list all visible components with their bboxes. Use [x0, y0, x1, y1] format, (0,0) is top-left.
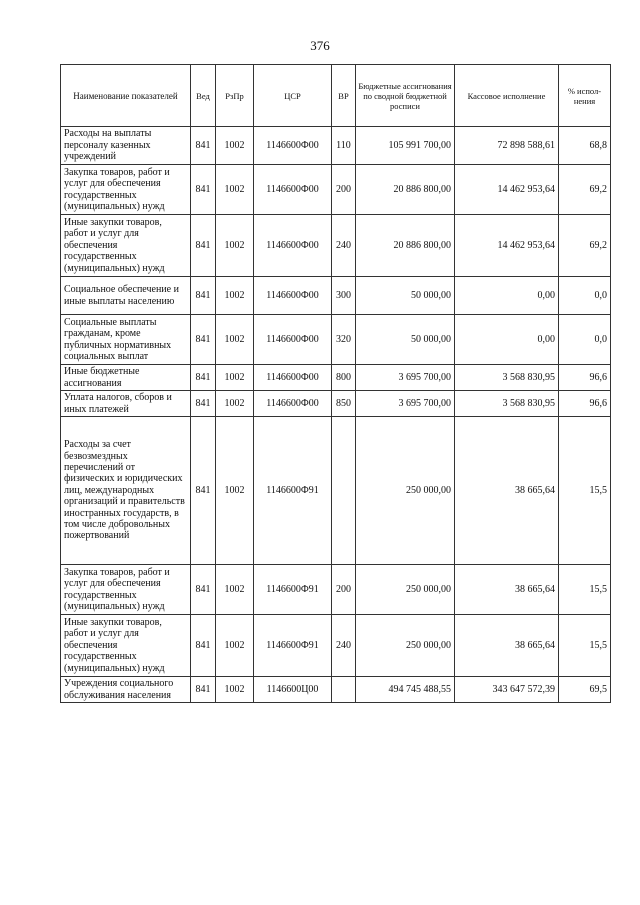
- header-vr: ВР: [332, 65, 356, 127]
- cell-vr: 320: [332, 315, 356, 365]
- table-row: [61, 677, 611, 703]
- header-ved: Вед: [191, 65, 216, 127]
- cell-plan: 20 886 800,00: [356, 215, 455, 277]
- cell-pct: 15,5: [559, 615, 611, 677]
- header-csr: ЦСР: [254, 65, 332, 127]
- cell-ved: 841: [191, 677, 216, 703]
- cell-plan: 50 000,00: [356, 315, 455, 365]
- cell-vr: [332, 417, 356, 565]
- cell-rzpr: 1002: [216, 391, 254, 417]
- table-row: [61, 127, 611, 165]
- cell-ved: 841: [191, 315, 216, 365]
- cell-plan: 105 991 700,00: [356, 127, 455, 165]
- cell-rzpr: 1002: [216, 565, 254, 615]
- cell-ved: 841: [191, 165, 216, 215]
- cell-plan: 494 745 488,55: [356, 677, 455, 703]
- cell-plan: 250 000,00: [356, 417, 455, 565]
- header-name: Наименование показателей: [61, 65, 191, 127]
- cell-csr: 1146600Ф00: [254, 215, 332, 277]
- cell-name: Иные закупки товаров, работ и услуг для обеспечения государственных (муниципальных) нужд: [61, 215, 191, 277]
- cell-pct: 69,2: [559, 165, 611, 215]
- cell-plan: 250 000,00: [356, 565, 455, 615]
- cell-rzpr: 1002: [216, 615, 254, 677]
- cell-ved: 841: [191, 127, 216, 165]
- cell-cash: 14 462 953,64: [455, 165, 559, 215]
- cell-rzpr: 1002: [216, 127, 254, 165]
- cell-ved: 841: [191, 417, 216, 565]
- cell-pct: 69,2: [559, 215, 611, 277]
- table-row: [61, 277, 611, 315]
- cell-rzpr: 1002: [216, 677, 254, 703]
- cell-plan: 250 000,00: [356, 615, 455, 677]
- table-row: [61, 365, 611, 391]
- cell-name: Социальное обеспечение и иные выплаты населению: [61, 277, 191, 315]
- cell-rzpr: 1002: [216, 215, 254, 277]
- cell-rzpr: 1002: [216, 417, 254, 565]
- cell-csr: 1146600Ф91: [254, 565, 332, 615]
- cell-name: Иные бюджетные ассигнования: [61, 365, 191, 391]
- table-row: [61, 215, 611, 277]
- cell-vr: 200: [332, 565, 356, 615]
- cell-rzpr: 1002: [216, 165, 254, 215]
- cell-ved: 841: [191, 565, 216, 615]
- cell-pct: 15,5: [559, 417, 611, 565]
- cell-cash: 343 647 572,39: [455, 677, 559, 703]
- table-row: [61, 417, 611, 565]
- cell-pct: 96,6: [559, 365, 611, 391]
- cell-pct: 69,5: [559, 677, 611, 703]
- cell-pct: 0,0: [559, 315, 611, 365]
- cell-pct: 15,5: [559, 565, 611, 615]
- cell-cash: 72 898 588,61: [455, 127, 559, 165]
- cell-vr: [332, 677, 356, 703]
- cell-plan: 20 886 800,00: [356, 165, 455, 215]
- cell-ved: 841: [191, 615, 216, 677]
- cell-csr: 1146600Ф91: [254, 417, 332, 565]
- cell-rzpr: 1002: [216, 315, 254, 365]
- cell-name: Иные закупки товаров, работ и услуг для обеспечения государственных (муниципальных) нужд: [61, 615, 191, 677]
- table-row: [61, 615, 611, 677]
- table-row: [61, 565, 611, 615]
- header-rzpr: РзПр: [216, 65, 254, 127]
- cell-vr: 300: [332, 277, 356, 315]
- cell-csr: 1146600Ф00: [254, 165, 332, 215]
- cell-pct: 0,0: [559, 277, 611, 315]
- cell-plan: 3 695 700,00: [356, 365, 455, 391]
- cell-ved: 841: [191, 277, 216, 315]
- cell-csr: 1146600Ф00: [254, 391, 332, 417]
- cell-vr: 200: [332, 165, 356, 215]
- cell-csr: 1146600Ф91: [254, 615, 332, 677]
- cell-vr: 110: [332, 127, 356, 165]
- table-row: [61, 315, 611, 365]
- cell-name: Закупка товаров, работ и услуг для обеспечения государственных (муниципальных) нужд: [61, 165, 191, 215]
- cell-csr: 1146600Ф00: [254, 277, 332, 315]
- header-row: [61, 65, 611, 127]
- header-cash: Кассовое исполнение: [455, 65, 559, 127]
- budget-table: [60, 64, 611, 703]
- cell-vr: 240: [332, 215, 356, 277]
- cell-cash: 3 568 830,95: [455, 391, 559, 417]
- cell-csr: 1146600Ф00: [254, 365, 332, 391]
- cell-name: Расходы за счет безвозмездных перечислений от физических и юридических лиц, международных организаций и правительств иностранных государств, в том числе добровольных пожертвований: [61, 417, 191, 565]
- cell-cash: 38 665,64: [455, 565, 559, 615]
- cell-name: Расходы на выплаты персоналу казенных учреждений: [61, 127, 191, 165]
- cell-cash: 38 665,64: [455, 417, 559, 565]
- cell-rzpr: 1002: [216, 277, 254, 315]
- cell-name: Учреждения социального обслуживания населения: [61, 677, 191, 703]
- cell-name: Уплата налогов, сборов и иных платежей: [61, 391, 191, 417]
- cell-ved: 841: [191, 215, 216, 277]
- header-plan: Бюджетные ассигнования по сводной бюджетной росписи: [356, 65, 455, 127]
- cell-name: Закупка товаров, работ и услуг для обеспечения государственных (муниципальных) нужд: [61, 565, 191, 615]
- cell-name: Социальные выплаты гражданам, кроме публичных нормативных социальных выплат: [61, 315, 191, 365]
- cell-cash: 3 568 830,95: [455, 365, 559, 391]
- cell-vr: 850: [332, 391, 356, 417]
- cell-vr: 240: [332, 615, 356, 677]
- table-row: [61, 165, 611, 215]
- cell-csr: 1146600Ф00: [254, 127, 332, 165]
- cell-cash: 14 462 953,64: [455, 215, 559, 277]
- cell-plan: 3 695 700,00: [356, 391, 455, 417]
- header-pct: % испол-нения: [559, 65, 611, 127]
- cell-cash: 0,00: [455, 315, 559, 365]
- cell-csr: 1146600Ц00: [254, 677, 332, 703]
- cell-ved: 841: [191, 365, 216, 391]
- cell-pct: 68,8: [559, 127, 611, 165]
- cell-rzpr: 1002: [216, 365, 254, 391]
- cell-vr: 800: [332, 365, 356, 391]
- table-row: [61, 391, 611, 417]
- cell-ved: 841: [191, 391, 216, 417]
- cell-plan: 50 000,00: [356, 277, 455, 315]
- cell-cash: 38 665,64: [455, 615, 559, 677]
- cell-pct: 96,6: [559, 391, 611, 417]
- cell-csr: 1146600Ф00: [254, 315, 332, 365]
- cell-cash: 0,00: [455, 277, 559, 315]
- page-number: 376: [310, 38, 330, 53]
